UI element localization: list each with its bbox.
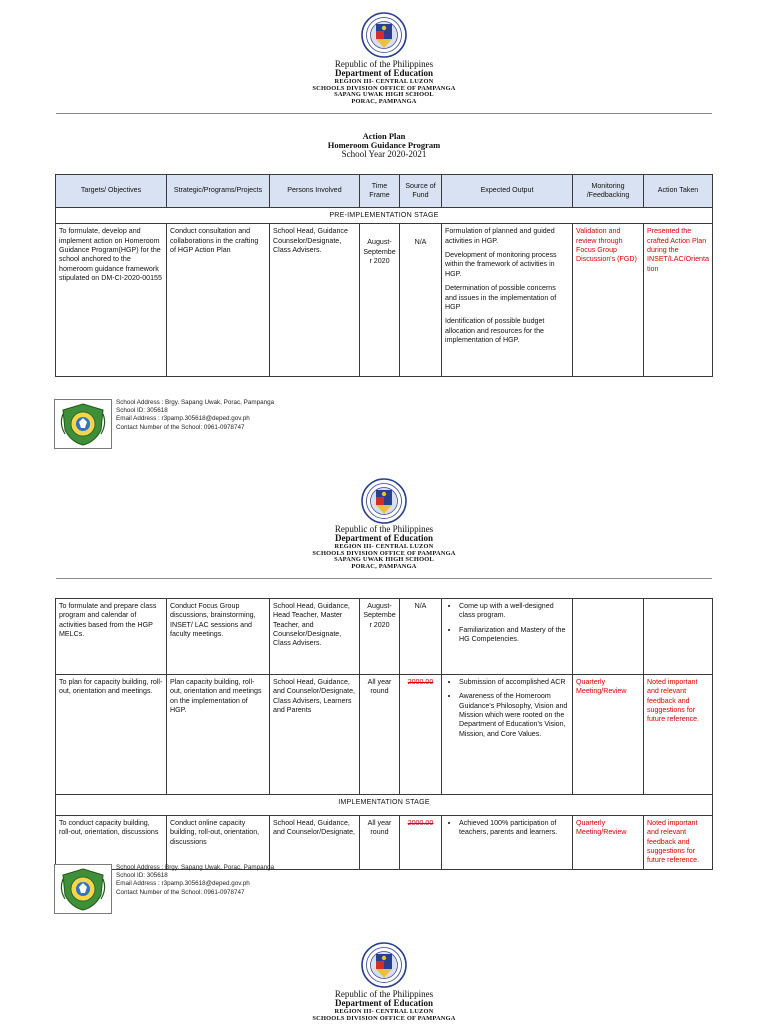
- output-item: Development of monitoring process within the framework of activities in HGP.: [445, 251, 557, 278]
- stage-row: [56, 795, 713, 816]
- persons-cell: School Head, Guidance, and Counselor/Designate,: [270, 816, 360, 870]
- letterhead: [0, 525, 768, 571]
- output-item: Determination of possible concerns and issues in the implementation of HGP: [445, 284, 557, 311]
- time-value: August-September 2020: [363, 238, 396, 266]
- monitoring-cell: Quarterly Meeting/Review: [573, 675, 644, 795]
- monitoring-cell: Quarterly Meeting/Review: [573, 816, 644, 870]
- persons-cell: School Head, Guidance, and Counselor/Designate, Class Advisers, Learners and Parents: [270, 675, 360, 795]
- seal-page-3: [361, 942, 407, 988]
- footer-contact: Contact Number of the School: 0961-0978747: [116, 423, 245, 431]
- republic-line: Republic of the Philippines: [334, 59, 434, 69]
- fund-cell: [400, 675, 442, 795]
- badge-frame: [54, 399, 112, 449]
- footer-lines: [116, 864, 274, 897]
- strategy-cell: Conduct Focus Group discussions, brainstorming, INSET/ LAC sessions and faculty meetings.: [167, 599, 270, 675]
- division-line: SCHOOLS DIVISION OFFICE OF PAMPANGA: [312, 84, 456, 92]
- fund-cell: [400, 224, 442, 377]
- location-line: PORAC, PAMPANGA: [351, 98, 417, 106]
- divider: [56, 578, 712, 579]
- output-cell: [442, 599, 573, 675]
- table-header-row: [56, 175, 713, 208]
- division-line: SCHOOLS DIVISION OFFICE OF PAMPANGA: [312, 1014, 456, 1022]
- badge-frame: [54, 864, 112, 914]
- footer-school-id: School ID: 305618: [116, 407, 168, 415]
- strategy-cell: Conduct consultation and collaborations in the crafting of HGP Action Plan: [167, 224, 270, 377]
- col-header: Expected Output: [442, 175, 573, 208]
- col-header: Persons Involved: [270, 175, 360, 208]
- fund-cell: [400, 816, 442, 870]
- school-line: SAPANG UWAK HIGH SCHOOL: [334, 556, 434, 564]
- deped-seal-icon: [361, 478, 407, 524]
- persons-cell: School Head, Guidance, Head Teacher, Master Teacher, and Counselor/Designate, Class Advisers.: [270, 599, 360, 675]
- output-item: • Awareness of the Homeroom Guidance's Philosophy, Vision and Mission which were rooted on the Department of Education's Vision, Mission, and Core Values.: [459, 692, 569, 739]
- letterhead: [0, 990, 768, 1022]
- fund-value: 2000.00: [407, 678, 434, 686]
- pre-implementation-stage: PRE-IMPLEMENTATION STAGE: [56, 208, 713, 224]
- strategy-cell: Conduct online capacity building, roll-out, orientation, discussions: [167, 816, 270, 870]
- footer-address: School Address : Brgy. Sapang Uwak, Porac, Pampanga: [116, 399, 275, 406]
- time-cell: All year round: [360, 816, 400, 870]
- department-line: Department of Education: [335, 533, 433, 544]
- divider: [56, 113, 712, 114]
- region-line: REGION III- CENTRAL LUZON: [334, 1007, 434, 1015]
- title-line-3: School Year 2020-2021: [341, 148, 427, 159]
- deped-seal-icon: [361, 942, 407, 988]
- output-item: Formulation of planned and guided activities in HGP.: [445, 227, 555, 245]
- output-cell: [442, 224, 573, 377]
- department-line: Department of Education: [335, 68, 433, 79]
- table-row: [56, 675, 713, 795]
- output-list: [445, 678, 569, 739]
- footer-school-id: School ID: 305618: [116, 872, 168, 880]
- table-row: [56, 224, 713, 377]
- fund-cell: N/A: [400, 599, 442, 675]
- action-plan-table-page-2: [55, 598, 713, 870]
- location-line: PORAC, PAMPANGA: [351, 563, 417, 571]
- seal-page-2: [361, 478, 407, 524]
- table-row: [56, 599, 713, 675]
- table-row: [56, 816, 713, 870]
- title-line-2: Homeroom Guidance Program: [327, 139, 441, 150]
- footer-lines: [116, 399, 274, 432]
- target-cell: To conduct capacity building, roll-out, orientation, discussions: [56, 816, 167, 870]
- output-cell: [442, 675, 573, 795]
- output-list: [445, 819, 569, 838]
- output-item: • Familiarization and Mastery of the HG Competencies.: [459, 626, 569, 645]
- action-plan-table-page-1: [55, 174, 713, 377]
- fund-value: N/A: [414, 238, 427, 247]
- school-line: SAPANG UWAK HIGH SCHOOL: [334, 91, 434, 99]
- output-item: • Come up with a well-designed class program.: [459, 602, 569, 621]
- department-line: Department of Education: [335, 998, 433, 1009]
- republic-line: Republic of the Philippines: [334, 989, 434, 999]
- region-line: REGION III- CENTRAL LUZON: [334, 77, 434, 85]
- output-list: [445, 602, 569, 644]
- col-header: Monitoring /Feedbacking: [573, 175, 644, 208]
- title-line-1: Action Plan: [362, 131, 406, 141]
- action-cell: Noted important and relevant feedback and suggestions for future reference.: [644, 675, 713, 795]
- footer-email: Email Address : r3pamp.305618@deped.gov.ph: [116, 880, 250, 888]
- output-item: Identification of possible budget allocation and resources for the implementation of HGP.: [445, 317, 545, 344]
- footer-contact: Contact Number of the School: 0961-0978747: [116, 888, 245, 896]
- col-header: Time Frame: [360, 175, 400, 208]
- col-header: Source of Fund: [400, 175, 442, 208]
- time-cell: [360, 224, 400, 377]
- republic-line: Republic of the Philippines: [334, 524, 434, 534]
- action-cell: Noted important and relevant feedback and suggestions for future reference.: [644, 816, 713, 870]
- division-line: SCHOOLS DIVISION OFFICE OF PAMPANGA: [312, 549, 456, 557]
- deped-seal-icon: [361, 12, 407, 58]
- time-cell: August-September 2020: [360, 599, 400, 675]
- output-cell: [442, 816, 573, 870]
- footer-email: Email Address : r3pamp.305618@deped.gov.ph: [116, 415, 250, 423]
- col-header: Targets/ Objectives: [56, 175, 167, 208]
- monitoring-cell: Validation and review through Focus Group Discussion's (FGD): [573, 224, 644, 377]
- school-logo-icon: [55, 400, 111, 448]
- seal-page-1: [361, 12, 407, 58]
- col-header: Strategic/Programs/Projects: [167, 175, 270, 208]
- target-cell: To plan for capacity building, roll-out, orientation and meetings.: [56, 675, 167, 795]
- output-item: • Submission of accomplished ACR: [459, 678, 569, 687]
- target-cell: To formulate, develop and implement action on Homeroom Guidance Program(HGP) for the school anchored to the homeroom guidance framework stipulated on DM-CI-2020-00155: [56, 224, 167, 377]
- region-line: REGION III- CENTRAL LUZON: [334, 542, 434, 550]
- stage-row: [56, 208, 713, 224]
- school-logo-icon: [55, 865, 111, 913]
- output-item: • Achieved 100% participation of teachers, parents and learners.: [459, 819, 569, 838]
- time-cell: All year round: [360, 675, 400, 795]
- letterhead: [0, 60, 768, 106]
- strategy-cell: Plan capacity building, roll-out, orientation and meetings on the implementation of HGP.: [167, 675, 270, 795]
- implementation-stage: IMPLEMENTATION STAGE: [56, 795, 713, 816]
- target-cell: To formulate and prepare class program and calendar of activities based from the HGP MELCs.: [56, 599, 167, 675]
- col-header: Action Taken: [644, 175, 713, 208]
- fund-value: 2000.00: [407, 819, 434, 827]
- footer-address: School Address : Brgy. Sapang Uwak, Porac, Pampanga: [116, 864, 275, 871]
- action-cell: [644, 599, 713, 675]
- action-cell: Presented the crafted Action Plan during the INSET/LAC/Orientation: [644, 224, 713, 377]
- monitoring-cell: [573, 599, 644, 675]
- document-title: [0, 132, 768, 159]
- persons-cell: School Head, Guidance Counselor/Designate, Class Advisers.: [270, 224, 360, 377]
